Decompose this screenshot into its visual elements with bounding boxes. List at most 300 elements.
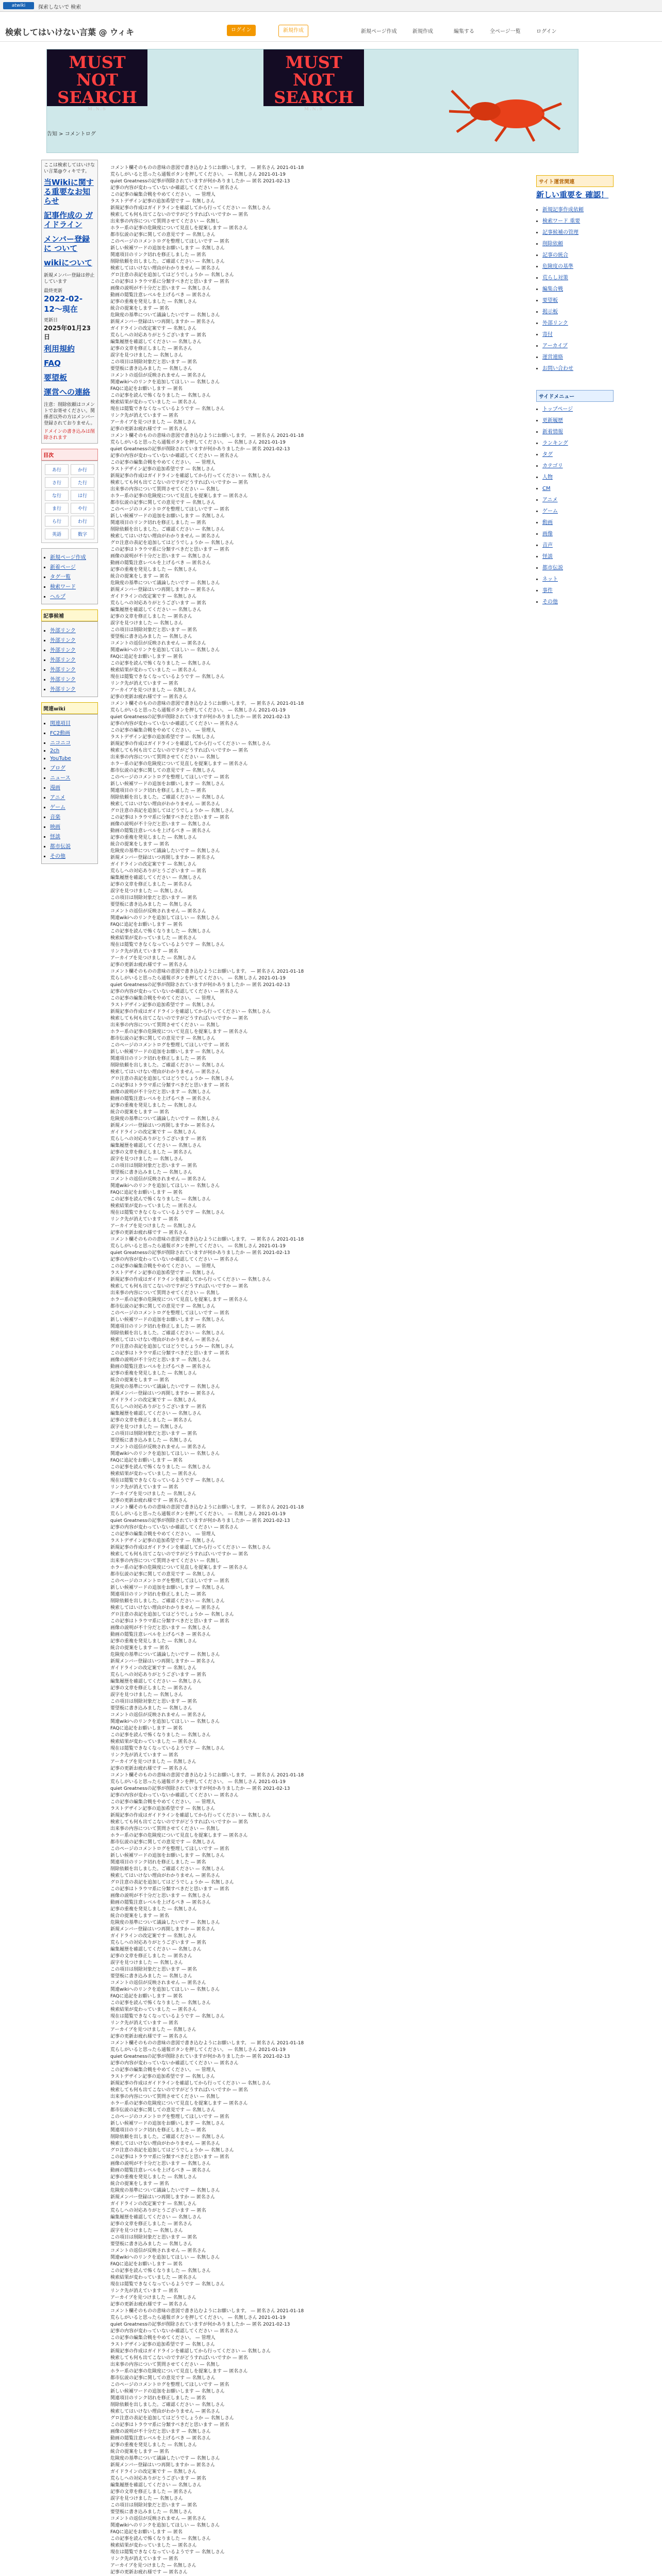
login-button[interactable]: ログイン bbox=[227, 25, 256, 36]
jump-sa[interactable]: さ行 bbox=[45, 477, 69, 488]
section-header-related: 関連wiki bbox=[41, 702, 98, 714]
comment-item: • この項目は削除対象だと思います — 匿名 bbox=[110, 1163, 526, 1170]
right-menu-link[interactable]: ランキング bbox=[542, 440, 568, 446]
related-link[interactable]: 漫画 bbox=[50, 785, 60, 791]
comment-item: • FAQに追記をお願いします — 匿名 bbox=[110, 654, 526, 660]
comment-item: • 検索しても何も出てこないのですがどうすればいいですか — 匿名 bbox=[110, 748, 526, 754]
comment-item: • コメント欄そのものの意味の意図で書き込むようにお願いします。 — 匿名さん 2021-01-18 bbox=[110, 433, 526, 439]
jump-ma[interactable]: ま行 bbox=[45, 503, 69, 514]
menu-edit[interactable]: 編集する bbox=[454, 29, 474, 35]
comment-item: • ガイドラインの改定案です — 名無しさん bbox=[110, 2201, 526, 2208]
comment-item: • 記事の重複を発見しました — 名無しさん bbox=[110, 1906, 526, 1913]
comment-item: • 記事の文章を修正しました — 匿名さん bbox=[110, 2489, 526, 2496]
comment-item: • ガイドラインの改定案です — 名無しさん bbox=[110, 861, 526, 868]
related-link[interactable]: 都市伝説 bbox=[50, 844, 71, 850]
comment-item: • この記事の編集合戦をやめてください。 — 管理人 bbox=[110, 1263, 526, 1270]
comment-item: • 記事の内容が変わっていないか確認してください — 匿名さん bbox=[110, 453, 526, 460]
comment-item: • 荒らしがいると思ったら通報ボタンを押してください。 — 名無しさん 2021-01-19 bbox=[110, 1243, 526, 1250]
comment-item: • 検索結果が変わっていました — 匿名さん bbox=[110, 2543, 526, 2549]
comment-item: • 検索結果が変わっていました — 匿名さん bbox=[110, 2275, 526, 2281]
terms-link[interactable]: 利用規約 bbox=[44, 344, 75, 353]
comment-item: • この項目は削除対象だと思います — 匿名 bbox=[110, 627, 526, 634]
right-site-item bbox=[542, 295, 614, 307]
comment-item: • アーカイブを見つけました — 名無しさん bbox=[110, 2563, 526, 2569]
right-links-menu bbox=[536, 404, 614, 608]
right-site-link[interactable]: 検索ワード 重要 bbox=[542, 218, 581, 224]
comment-item: • 要望板に書き込みました — 名無しさん bbox=[110, 1170, 526, 1176]
right-site-item bbox=[542, 329, 614, 341]
comment-item: • 都市伝説の記事に関しての意見です — 名無しさん bbox=[110, 1571, 526, 1578]
candidate-link[interactable]: 外部リンク bbox=[50, 657, 76, 663]
comment-item: • 都市伝説の記事に関しての意見です — 名無しさん bbox=[110, 2375, 526, 2382]
comment-item: • ガイドラインの改定案です — 名無しさん bbox=[110, 1129, 526, 1136]
comment-item: • 新規メンバー登録はいつ再開しますか — 匿名さん bbox=[110, 1391, 526, 1397]
comment-item: • 編集履歴を確認してください — 名無しさん bbox=[110, 1679, 526, 1685]
jump-grid bbox=[41, 461, 98, 543]
jump-ra[interactable]: ら行 bbox=[45, 516, 69, 527]
comment-item: • 誤字を見つけました — 名無しさん bbox=[110, 888, 526, 895]
right-site-link[interactable]: アーカイブ bbox=[542, 343, 568, 349]
comment-item: • グロ注意の表記を追加してはどうでしょうか — 名無しさん bbox=[110, 2415, 526, 2422]
extra-links-box bbox=[41, 548, 98, 604]
comment-item: • コメント欄そのものの意味の意図で書き込むようにお願いします。 — 匿名さん 2021-01-18 bbox=[110, 1772, 526, 1779]
right-menu-link[interactable]: その他 bbox=[542, 599, 558, 605]
comment-item: • quiet Greatnessの記事が削除されていますが何かありましたか — 匿名 2021-02-13 bbox=[110, 2321, 526, 2328]
comment-item: • コメント欄そのものの意味の意図で書き込むようにお願いします。 — 匿名さん 2021-01-18 bbox=[110, 1236, 526, 1243]
comment-item: • 検索してはいけない理由がわかりません — 匿名さん bbox=[110, 1873, 526, 1879]
member-registration-link[interactable]: メンバー登録に ついて bbox=[44, 234, 90, 253]
comment-item: • 統合の提案をします — 匿名 bbox=[110, 2181, 526, 2188]
comment-item: • 記事の内容が変わっていないか確認してください — 匿名さん bbox=[110, 721, 526, 727]
comment-item: • FAQに追記をお願いします — 匿名 bbox=[110, 2261, 526, 2268]
right-site-item bbox=[542, 227, 614, 239]
comment-item: • 記事の文章を修正しました — 匿名さん bbox=[110, 1149, 526, 1156]
comment-item: • 現在は閲覧できなくなっているようです — 名無しさん bbox=[110, 2013, 526, 2020]
right-menu-link[interactable]: 更新履歴 bbox=[542, 418, 563, 423]
extra-link-new-arrivals[interactable]: 新着ページ bbox=[50, 565, 76, 570]
comment-item: • 荒らしがいると思ったら通報ボタンを押してください。 — 名無しさん 2021-01-19 bbox=[110, 172, 526, 178]
right-menu-item bbox=[542, 597, 614, 608]
right-site-link[interactable]: 外部リンク bbox=[542, 320, 568, 326]
comment-item: • 新規メンバー登録はいつ再開しますか — 匿名さん bbox=[110, 1926, 526, 1933]
jump-ha[interactable]: は行 bbox=[71, 490, 94, 501]
jump-english[interactable]: 英語 bbox=[45, 529, 69, 539]
comment-item: • 新規記事の作成はガイドラインを確認してから行ってください — 名無しさん bbox=[110, 205, 526, 212]
comment-item: • 新規記事の作成はガイドラインを確認してから行ってください — 名無しさん bbox=[110, 473, 526, 480]
right-site-link[interactable]: 新規記事作成依頼 bbox=[542, 207, 584, 213]
comment-item: • 要望板に書き込みました — 名無しさん bbox=[110, 2509, 526, 2516]
comment-item: • quiet Greatnessの記事が削除されていますが何かありましたか — 匿名 2021-02-13 bbox=[110, 714, 526, 721]
related-link[interactable]: ニコニコ bbox=[50, 740, 71, 746]
about-wiki-link[interactable]: wikiについて bbox=[44, 258, 92, 267]
candidate-link[interactable]: 外部リンク bbox=[50, 687, 76, 692]
comment-item: • 統合の提案をします — 匿名 bbox=[110, 1645, 526, 1652]
right-site-link[interactable]: 記事候補の管理 bbox=[542, 230, 578, 235]
related-link[interactable]: ニュース bbox=[50, 775, 71, 781]
comment-item: • 動画の閲覧注意レベルを上げるべき — 匿名さん bbox=[110, 1900, 526, 1906]
comment-item: • このページのコメントログを整理してほしいです — 匿名 bbox=[110, 1846, 526, 1853]
comment-item: • 記事の更新お疲れ様です — 匿名さん bbox=[110, 1766, 526, 1772]
comment-item: • 危険度の基準について議論したいです — 名無しさん bbox=[110, 1920, 526, 1926]
comment-item: • 記事の重複を発見しました — 名無しさん bbox=[110, 835, 526, 841]
related-link[interactable]: 怪談 bbox=[50, 834, 60, 840]
comment-item: • この記事はトラウマ系に分類すべきだと思います — 匿名 bbox=[110, 279, 526, 285]
comment-item: • FAQに追記をお願いします — 匿名 bbox=[110, 1725, 526, 1732]
comment-item: • リンク先が消えています — 匿名 bbox=[110, 2556, 526, 2563]
comment-item: • 要望板に書き込みました — 名無しさん bbox=[110, 2241, 526, 2248]
comment-item: • このページのコメントログを整理してほしいです — 匿名 bbox=[110, 239, 526, 245]
right-menu-item bbox=[542, 483, 614, 495]
comment-item: • 出来事の内容について質問させてください — 名無し bbox=[110, 1290, 526, 1297]
comment-item: • ラストデザイン記事の追加希望です — 名無しさん bbox=[110, 2342, 526, 2348]
comment-item: • この記事はトラウマ系に分類すべきだと思います — 匿名 bbox=[110, 1618, 526, 1625]
comment-item: • 関連項目のリンク切れを修正しました — 匿名 bbox=[110, 1056, 526, 1062]
comment-item: • この記事はトラウマ系に分類すべきだと思います — 匿名 bbox=[110, 815, 526, 821]
comment-item: • 検索結果が変わっていました — 匿名さん bbox=[110, 1739, 526, 1745]
comment-item: • FAQに追記をお願いします — 匿名 bbox=[110, 2529, 526, 2536]
comment-item: • 動画の閲覧注意レベルを上げるべき — 匿名さん bbox=[110, 828, 526, 835]
comment-item: • 動画の閲覧注意レベルを上げるべき — 匿名さん bbox=[110, 2435, 526, 2442]
comment-item: • 新しい候補ワードの追加をお願いします — 名無しさん bbox=[110, 1049, 526, 1056]
comment-item: • 出来事の内容について質問させてください — 名無し bbox=[110, 2362, 526, 2368]
request-board-link[interactable]: 要望板 bbox=[44, 373, 68, 382]
right-site-link[interactable]: 編集合戦 bbox=[542, 286, 563, 292]
related-link[interactable]: 2ch bbox=[50, 748, 60, 754]
comment-item: • 関連項目のリンク切れを修正しました — 匿名 bbox=[110, 2127, 526, 2134]
right-menu-link[interactable]: 怪談 bbox=[542, 554, 553, 560]
right-menu-item bbox=[542, 540, 614, 551]
comment-item: • 削除依頼を出しました。ご確認ください — 名無しさん bbox=[110, 1062, 526, 1069]
right-menu-item bbox=[542, 551, 614, 563]
comment-log bbox=[103, 165, 526, 2576]
comment-item: • 危険度の基準について議論したいです — 名無しさん bbox=[110, 848, 526, 855]
right-menu-item bbox=[542, 529, 614, 540]
comment-item: • 削除依頼を出しました。ご確認ください — 名無しさん bbox=[110, 2134, 526, 2141]
comment-item: • リンク先が消えています — 匿名 bbox=[110, 2020, 526, 2027]
jump-ya[interactable]: や行 bbox=[71, 503, 94, 514]
related-link[interactable]: ゲーム bbox=[50, 805, 65, 810]
related-link[interactable]: その他 bbox=[50, 854, 65, 859]
candidate-link[interactable]: 外部リンク bbox=[50, 677, 76, 683]
comment-item: • 荒らしがいると思ったら通報ボタンを押してください。 — 名無しさん 2021-01-19 bbox=[110, 975, 526, 982]
comment-item: • ラストデザイン記事の追加希望です — 名無しさん bbox=[110, 1538, 526, 1545]
comment-item: • 現在は閲覧できなくなっているようです — 名無しさん bbox=[110, 406, 526, 413]
candidate-link[interactable]: 外部リンク bbox=[50, 628, 76, 634]
comment-item: • FAQに追記をお願いします — 匿名 bbox=[110, 1190, 526, 1196]
comment-item: • このページのコメントログを整理してほしいです — 匿名 bbox=[110, 2114, 526, 2121]
right-site-item bbox=[542, 341, 614, 352]
comment-item: • 関連項目のリンク切れを修正しました — 匿名 bbox=[110, 788, 526, 794]
comment-item: • 現在は閲覧できなくなっているようです — 名無しさん bbox=[110, 942, 526, 948]
comment-item: • アーカイブを見つけました — 名無しさん bbox=[110, 419, 526, 426]
deletion-notice: 注意：削除依頼はコメントでお寄せください。関係者以外の方はメンバー登録されておりません。 bbox=[44, 402, 95, 426]
comment-item: • 編集履歴を確認してください — 名無しさん bbox=[110, 1411, 526, 1417]
candidate-link[interactable]: 外部リンク bbox=[50, 648, 76, 653]
extra-link-new-page[interactable]: 新規ページ作成 bbox=[50, 555, 86, 561]
right-menu-link[interactable]: アニメ bbox=[542, 497, 558, 503]
comment-item: • 画像の説明が不十分だと思います — 名無しさん bbox=[110, 553, 526, 560]
right-menu-link[interactable]: 画像 bbox=[542, 531, 553, 537]
comment-item: • 新規記事の作成はガイドラインを確認してから行ってください — 名無しさん bbox=[110, 1812, 526, 1819]
comment-item: • 都市伝説の記事に関しての意見です — 名無しさん bbox=[110, 1839, 526, 1846]
comment-item: • FAQに追記をお願いします — 匿名 bbox=[110, 922, 526, 928]
right-menu-item bbox=[542, 517, 614, 529]
comment-item: • ホラー系の記事の危険度について見直しを提案します — 匿名さん bbox=[110, 761, 526, 768]
comment-item: • 検索結果が変わっていました — 匿名さん bbox=[110, 667, 526, 674]
comment-item: • 新規記事の作成はガイドラインを確認してから行ってください — 名無しさん bbox=[110, 1277, 526, 1283]
comment-item: • コメントの返信が反映されません — 匿名さん bbox=[110, 908, 526, 915]
comment-item: • ラストデザイン記事の追加希望です — 名無しさん bbox=[110, 1806, 526, 1812]
comment-item: • 新しい候補ワードの追加をお願いします — 名無しさん bbox=[110, 245, 526, 252]
comment-item: • 記事の重複を発見しました — 名無しさん bbox=[110, 2174, 526, 2181]
comment-item: • リンク先が消えています — 匿名 bbox=[110, 1752, 526, 1759]
comment-item: • 検索してはいけない理由がわかりません — 匿名さん bbox=[110, 2141, 526, 2147]
extra-link-search-words[interactable]: 検索ワード bbox=[50, 584, 76, 590]
jump-ka[interactable]: か行 bbox=[71, 464, 94, 475]
comment-item: • 関連wikiへのリンクを追加してほしい — 名無しさん bbox=[110, 1719, 526, 1725]
right-site-link[interactable]: 荒らし対策 bbox=[542, 275, 568, 281]
comment-item: • この項目は削除対象だと思います — 匿名 bbox=[110, 1431, 526, 1437]
comment-item: • この記事を読んで怖くなりました — 名無しさん bbox=[110, 1732, 526, 1739]
comment-item: • アーカイブを見つけました — 名無しさん bbox=[110, 2295, 526, 2301]
left-heading: ここは検索してはいけない言葉@ウィキです。 bbox=[44, 163, 95, 174]
comment-item: • 記事の重複を発見しました — 名無しさん bbox=[110, 567, 526, 573]
menu-new-page[interactable]: 新規ページ作成 bbox=[361, 29, 397, 35]
comment-item: • 要望板に書き込みました — 名無しさん bbox=[110, 1973, 526, 1980]
comment-item: • 現在は閲覧できなくなっているようです — 名無しさん bbox=[110, 1210, 526, 1216]
comment-item: • リンク先が消えています — 匿名 bbox=[110, 413, 526, 419]
comment-item: • 編集履歴を確認してください — 名無しさん bbox=[110, 2214, 526, 2221]
extra-link-help[interactable]: ヘルプ bbox=[50, 594, 65, 600]
jump-a[interactable]: あ行 bbox=[45, 464, 69, 475]
comment-item: • この記事はトラウマ系に分類すべきだと思います — 匿名 bbox=[110, 2154, 526, 2161]
comment-item: • 検索結果が変わっていました — 匿名さん bbox=[110, 2007, 526, 2013]
comment-item: • グロ注意の表記を追加してはどうでしょうか — 名無しさん bbox=[110, 540, 526, 547]
right-menu-link[interactable]: トップページ bbox=[542, 406, 573, 412]
comment-item: • 新規記事の作成はガイドラインを確認してから行ってください — 名無しさん bbox=[110, 2080, 526, 2087]
right-menu-item bbox=[542, 563, 614, 574]
comment-item: • 記事の重複を発見しました — 名無しさん bbox=[110, 299, 526, 306]
comment-item: • 危険度の基準について議論したいです — 名無しさん bbox=[110, 1116, 526, 1123]
comment-item: • 荒らしへの対応ありがとうございます — 匿名 bbox=[110, 1672, 526, 1679]
comment-item: • 記事の更新お疲れ様です — 匿名さん bbox=[110, 2569, 526, 2576]
comment-item: • 新しい候補ワードの追加をお願いします — 名無しさん bbox=[110, 1853, 526, 1859]
important-notice-link[interactable]: 当Wikiに関する重要なお知らせ bbox=[44, 178, 94, 206]
comment-item: • 要望板に書き込みました — 名無しさん bbox=[110, 634, 526, 640]
right-site-link[interactable]: 寄付 bbox=[542, 332, 553, 337]
comment-item: • 動画の閲覧注意レベルを上げるべき — 匿名さん bbox=[110, 1364, 526, 1370]
comment-list bbox=[103, 165, 526, 2576]
comment-item: • コメントの返信が反映されません — 匿名さん bbox=[110, 2516, 526, 2522]
right-site-item bbox=[542, 261, 614, 273]
comment-item: • 新しい候補ワードの追加をお願いします — 名無しさん bbox=[110, 513, 526, 520]
right-site-link[interactable]: 運営連絡 bbox=[542, 354, 563, 360]
jump-header: 目次 bbox=[41, 449, 98, 461]
right-menu-link[interactable]: 動画 bbox=[542, 520, 553, 526]
right-site-link[interactable]: 削除依頼 bbox=[542, 241, 563, 247]
comment-item: • この項目は削除対象だと思います — 匿名 bbox=[110, 359, 526, 366]
comment-item: • 検索してはいけない理由がわかりません — 匿名さん bbox=[110, 265, 526, 272]
comment-item: • コメント欄そのものの意味の意図で書き込むようにお願いします。 — 匿名さん 2021-01-18 bbox=[110, 165, 526, 172]
right-site-link[interactable]: 掲示板 bbox=[542, 309, 558, 315]
menu-login[interactable]: ログイン bbox=[536, 29, 557, 35]
comment-item: • リンク先が消えています — 匿名 bbox=[110, 681, 526, 687]
related-link[interactable]: 音楽 bbox=[50, 815, 60, 820]
comment-item: • 新規メンバー登録はいつ再開しますか — 匿名さん bbox=[110, 319, 526, 326]
site-title-bar bbox=[0, 21, 662, 42]
faq-link[interactable]: FAQ bbox=[44, 359, 61, 368]
breadcrumb[interactable]: 告知 > コメントログ bbox=[47, 131, 96, 137]
comment-item: • 編集履歴を確認してください — 名無しさん bbox=[110, 607, 526, 614]
contact-admin-link[interactable]: 運営への連絡 bbox=[44, 387, 91, 397]
candidate-link[interactable]: 外部リンク bbox=[50, 638, 76, 643]
right-site-link[interactable]: 危険度の基準 bbox=[542, 264, 573, 269]
right-site-item bbox=[542, 284, 614, 295]
last-update-value[interactable]: 2022-02-12〜現在 bbox=[44, 294, 83, 314]
related-link[interactable]: 映画 bbox=[50, 824, 60, 830]
comment-item: • コメントの返信が反映されません — 匿名さん bbox=[110, 1176, 526, 1183]
right-menu-link[interactable]: 人物 bbox=[542, 474, 553, 480]
extra-link-tags[interactable]: タグ一覧 bbox=[50, 574, 71, 580]
right-site-link[interactable]: お問い合わせ bbox=[542, 366, 573, 371]
comment-item: • 危険度の基準について議論したいです — 名無しさん bbox=[110, 2188, 526, 2194]
comment-item: • 新しい候補ワードの追加をお願いします — 名無しさん bbox=[110, 1317, 526, 1324]
right-menu-link[interactable]: 事件 bbox=[542, 588, 553, 594]
banner-right-sub: M.N.S bbox=[304, 106, 323, 111]
comment-item: • 都市伝説の記事に関しての意見です — 名無しさん bbox=[110, 2107, 526, 2114]
right-menu-link[interactable]: 都市伝説 bbox=[542, 565, 563, 571]
comment-item: • 荒らしへの対応ありがとうございます — 匿名 bbox=[110, 1136, 526, 1143]
comment-item: • 誤字を見つけました — 名無しさん bbox=[110, 352, 526, 359]
comment-item: • この項目は削除対象だと思います — 匿名 bbox=[110, 2234, 526, 2241]
comment-item: • 出来事の内容について質問させてください — 名無し bbox=[110, 1558, 526, 1565]
comment-item: • リンク先が消えています — 匿名 bbox=[110, 1216, 526, 1223]
comment-item: • 荒らしがいると思ったら通報ボタンを押してください。 — 名無しさん 2021-01-19 bbox=[110, 439, 526, 446]
comment-item: • 記事の文章を修正しました — 匿名さん bbox=[110, 614, 526, 620]
right-menu-link[interactable]: ゲーム bbox=[542, 509, 558, 514]
comment-item: • この記事を読んで怖くなりました — 名無しさん bbox=[110, 2268, 526, 2275]
comment-item: • 誤字を見つけました — 名無しさん bbox=[110, 2228, 526, 2234]
comment-item: • 新規メンバー登録はいつ再開しますか — 匿名さん bbox=[110, 587, 526, 594]
right-links-site bbox=[536, 205, 614, 375]
right-menu-link[interactable]: タグ bbox=[542, 452, 553, 457]
comment-item: • コメントの返信が反映されません — 匿名さん bbox=[110, 1980, 526, 1987]
comment-item: • このページのコメントログを整理してほしいです — 匿名 bbox=[110, 506, 526, 513]
comment-item: • ホラー系の記事の危険度について見直しを提案します — 匿名さん bbox=[110, 1029, 526, 1036]
comment-item: • この記事を読んで怖くなりました — 名無しさん bbox=[110, 928, 526, 935]
related-link[interactable]: ブログ bbox=[50, 766, 65, 771]
right-menu-item bbox=[542, 585, 614, 597]
comment-item: • 危険度の基準について議論したいです — 名無しさん bbox=[110, 1652, 526, 1658]
right-menu-link[interactable]: ネット bbox=[542, 577, 558, 582]
comment-item: • 危険度の基準について議論したいです — 名無しさん bbox=[110, 580, 526, 587]
registration-status: 新規メンバー登録は停止しています bbox=[44, 273, 95, 284]
jump-number[interactable]: 数字 bbox=[71, 529, 94, 539]
right-menu-link[interactable]: 新着情報 bbox=[542, 429, 563, 435]
comment-item: • 新規メンバー登録はいつ再開しますか — 匿名さん bbox=[110, 1123, 526, 1129]
right-menu-link[interactable]: カテゴリ bbox=[542, 463, 563, 469]
comment-item: • 関連wikiへのリンクを追加してほしい — 名無しさん bbox=[110, 647, 526, 654]
atwiki-logo[interactable]: atwiki bbox=[3, 2, 34, 9]
comment-item: • この記事を読んで怖くなりました — 名無しさん bbox=[110, 660, 526, 667]
comment-item: • ラストデザイン記事の追加希望です — 名無しさん bbox=[110, 2074, 526, 2080]
comment-item: • 削除依頼を出しました。ご確認ください — 名無しさん bbox=[110, 1866, 526, 1873]
related-link[interactable]: 関連項目 bbox=[50, 721, 71, 726]
comment-item: • 新しい候補ワードの追加をお願いします — 名無しさん bbox=[110, 1585, 526, 1591]
comment-item: • 検索しても何も出てこないのですがどうすればいいですか — 匿名 bbox=[110, 1283, 526, 1290]
right-menu-link[interactable]: CM bbox=[542, 486, 551, 492]
related-link[interactable]: アニメ bbox=[50, 795, 65, 801]
jump-wa[interactable]: わ行 bbox=[71, 516, 94, 527]
right-site-item bbox=[542, 216, 614, 227]
comment-item: • 記事の更新お疲れ様です — 匿名さん bbox=[110, 1230, 526, 1236]
new-important-link[interactable]: 新しい重要を 確認！ bbox=[536, 190, 609, 199]
comment-item: • 記事の内容が変わっていないか確認してください — 匿名さん bbox=[110, 989, 526, 995]
comment-item: • 画像の説明が不十分だと思います — 名無しさん bbox=[110, 2161, 526, 2167]
comment-item: • 検索してはいけない理由がわかりません — 匿名さん bbox=[110, 2409, 526, 2415]
comment-item: • 記事の更新お疲れ様です — 匿名さん bbox=[110, 1498, 526, 1504]
candidate-link[interactable]: 外部リンク bbox=[50, 667, 76, 673]
related-link[interactable]: YouTube bbox=[50, 756, 71, 761]
menu-create[interactable]: 新規作成 bbox=[412, 29, 433, 35]
comment-item: • 誤字を見つけました — 名無しさん bbox=[110, 1960, 526, 1967]
site-name[interactable]: 検索してはいけない言葉 @ ウィキ bbox=[5, 27, 135, 37]
related-link[interactable]: FC2動画 bbox=[50, 731, 71, 736]
comment-item: • コメントの返信が反映されません — 匿名さん bbox=[110, 2248, 526, 2255]
comment-item: • アーカイブを見つけました — 名無しさん bbox=[110, 2027, 526, 2033]
browser-title: 探索しないで 検索 bbox=[38, 5, 81, 10]
comment-item: • 荒らしへの対応ありがとうございます — 匿名 bbox=[110, 1940, 526, 1946]
comment-item: • 現在は閲覧できなくなっているようです — 名無しさん bbox=[110, 674, 526, 681]
comment-item: • 動画の閲覧注意レベルを上げるべき — 匿名さん bbox=[110, 1096, 526, 1103]
comment-item: • 出来事の内容について質問させてください — 名無し bbox=[110, 218, 526, 225]
comment-item: • 検索してはいけない理由がわかりません — 匿名さん bbox=[110, 801, 526, 808]
comment-item: • この項目は削除対象だと思います — 匿名 bbox=[110, 1967, 526, 1973]
comment-item: • コメント欄そのものの意味の意図で書き込むようにお願いします。 — 匿名さん 2021-01-18 bbox=[110, 701, 526, 707]
create-page-button[interactable]: 新規作成 bbox=[278, 25, 308, 37]
right-site-item bbox=[542, 363, 614, 375]
comment-item: • コメントの返信が反映されません — 匿名さん bbox=[110, 372, 526, 379]
comment-item: • 新規メンバー登録はいつ再開しますか — 匿名さん bbox=[110, 855, 526, 861]
comment-item: • 編集履歴を確認してください — 名無しさん bbox=[110, 1946, 526, 1953]
comment-item: • 統合の提案をします — 匿名 bbox=[110, 1377, 526, 1384]
right-site-link[interactable]: 要望板 bbox=[542, 298, 558, 303]
right-menu-link[interactable]: 音声 bbox=[542, 543, 553, 548]
comment-item: • 記事の更新お疲れ様です — 匿名さん bbox=[110, 2301, 526, 2308]
menu-all-pages[interactable]: 全ページ一覧 bbox=[490, 29, 521, 35]
comment-item: • 現在は閲覧できなくなっているようです — 名無しさん bbox=[110, 2549, 526, 2556]
right-site-link[interactable]: 記事の統合 bbox=[542, 252, 568, 258]
comment-item: • ガイドラインの改定案です — 名無しさん bbox=[110, 326, 526, 332]
jump-ta[interactable]: た行 bbox=[71, 477, 94, 488]
comment-item: • リンク先が消えています — 匿名 bbox=[110, 1484, 526, 1491]
comment-item: • コメントの返信が反映されません — 匿名さん bbox=[110, 1444, 526, 1451]
comment-item: • グロ注意の表記を追加してはどうでしょうか — 名無しさん bbox=[110, 1344, 526, 1350]
comment-item: • この記事の編集合戦をやめてください。 — 管理人 bbox=[110, 460, 526, 466]
jump-na[interactable]: な行 bbox=[45, 490, 69, 501]
comment-item: • 荒らしがいると思ったら通報ボタンを押してください。 — 名無しさん 2021-01-19 bbox=[110, 2315, 526, 2321]
right-sidebar bbox=[536, 175, 614, 608]
comment-item: • 誤字を見つけました — 名無しさん bbox=[110, 2496, 526, 2502]
last-update-label: 最終更新 bbox=[44, 289, 63, 294]
right-heading-site: サイト運営関連 bbox=[536, 175, 614, 187]
guideline-link[interactable]: 記事作成の ガイドライン bbox=[44, 211, 93, 229]
comment-item: • ガイドラインの改定案です — 名無しさん bbox=[110, 1933, 526, 1940]
comment-item: • 関連wikiへのリンクを追加してほしい — 名無しさん bbox=[110, 915, 526, 922]
comment-item: • 検索結果が変わっていました — 匿名さん bbox=[110, 399, 526, 406]
comment-item: • 記事の内容が変わっていないか確認してください — 匿名さん bbox=[110, 2060, 526, 2067]
comment-item: • ホラー系の記事の危険度について見直しを提案します — 匿名さん bbox=[110, 493, 526, 500]
